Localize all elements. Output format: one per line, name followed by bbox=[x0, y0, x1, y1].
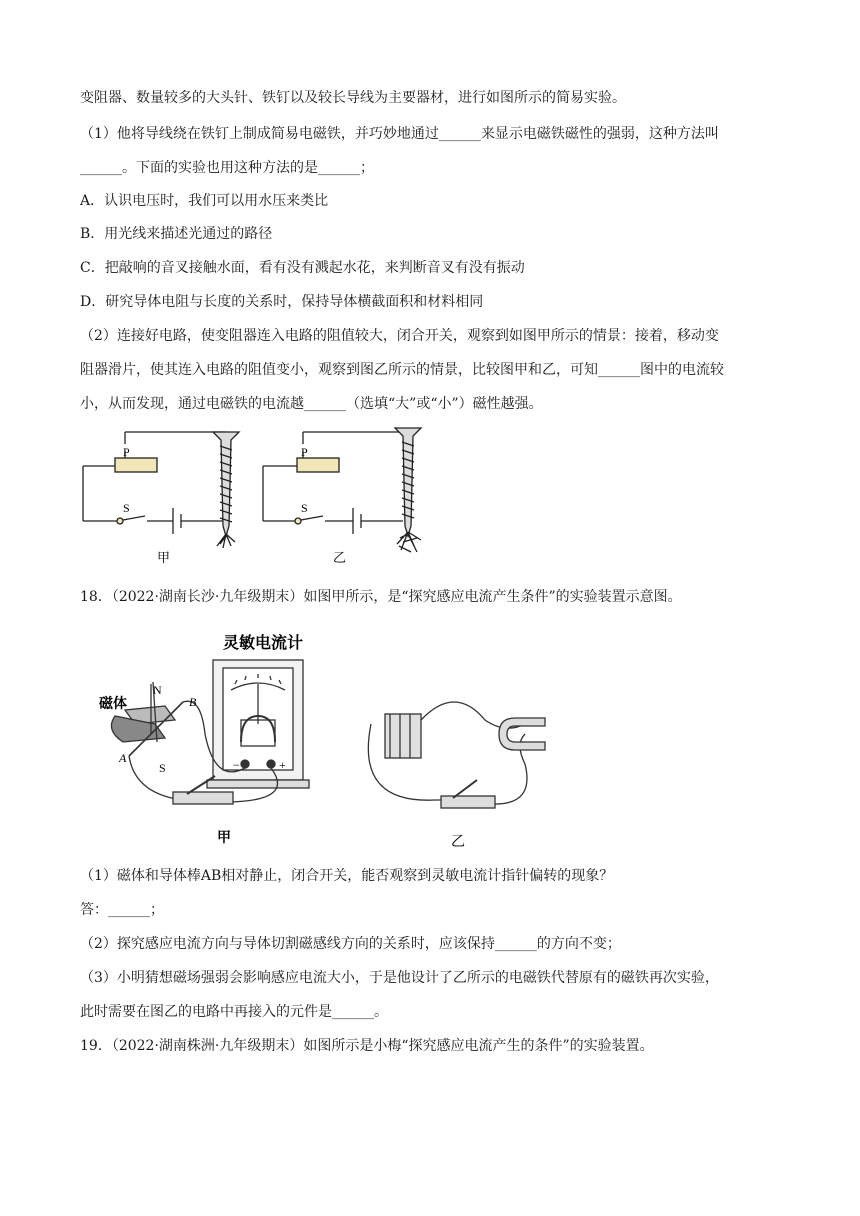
answer-line: 答：______； bbox=[80, 902, 164, 918]
text-line: 变阻器、数量较多的大头针、铁钉以及较长导线为主要器材，进行如图所示的简易实验。 bbox=[80, 90, 626, 106]
switch-s-label: S bbox=[123, 501, 130, 515]
electromagnet-figure bbox=[75, 426, 455, 566]
option-c: C．把敲响的音叉接触水面，看有没有溅起水花，来判断音叉有没有振动 bbox=[80, 260, 525, 276]
pole-n: N bbox=[153, 683, 162, 697]
text-line: （1）他将导线绕在铁钉上制成简易电磁铁，并巧妙地通过______来显示电磁铁磁性的强弱，这种方法叫 bbox=[80, 126, 719, 142]
switch-s-label: S bbox=[301, 501, 308, 515]
terminal-minus: − bbox=[233, 758, 240, 772]
question-19: 19．（2022·湖南株洲·九年级期末）如图所示是小梅“探究感应电流产生的条件”的实验装置。 bbox=[80, 1038, 654, 1054]
text-line: ______。下面的实验也用这种方法的是______； bbox=[80, 160, 374, 176]
caption-yi: 乙 bbox=[333, 550, 347, 565]
terminal-plus: + bbox=[279, 758, 286, 772]
slider-p-label: P bbox=[301, 445, 308, 459]
magnet-label: 磁体 bbox=[99, 696, 127, 712]
text-line: （2）探究感应电流方向与导体切割磁感线方向的关系时，应该保持______的方向不变； bbox=[80, 936, 621, 952]
question-18: 18．（2022·湖南长沙·九年级期末）如图甲所示，是“探究感应电流产生条件”的实验装置示意图。 bbox=[80, 589, 682, 605]
text-line: 小，从而发现，通过电磁铁的电流越______（选填“大”或“小”）磁性越强。 bbox=[80, 396, 543, 412]
option-a: A．认识电压时，我们可以用水压来类比 bbox=[80, 193, 329, 209]
text-line: （1）磁体和导体棒AB相对静止，闭合开关，能否观察到灵敏电流计指针偏转的现象？ bbox=[80, 868, 614, 884]
text-line: （3）小明猜想磁场强弱会影响感应电流大小，于是他设计了乙所示的电磁铁代替原有的磁铁再次实验， bbox=[80, 970, 719, 986]
option-b: B．用光线来描述光通过的路径 bbox=[80, 226, 273, 242]
caption-yi: 乙 bbox=[451, 834, 465, 850]
induction-figure bbox=[95, 624, 565, 854]
option-d: D．研究导体电阻与长度的关系时，保持导体横截面积和材料相同 bbox=[80, 294, 484, 310]
caption-jia: 甲 bbox=[157, 550, 171, 565]
rod-a: A bbox=[119, 751, 127, 765]
text-line: 阻器滑片，使其连入电路的阻值变小，观察到图乙所示的情景，比较图甲和乙，可知______图中的电流较 bbox=[80, 362, 724, 378]
pole-s: S bbox=[159, 761, 166, 775]
text-line: （2）连接好电路，使变阻器连入电路的阻值较大，闭合开关，观察到如图甲所示的情景：接着，移动变 bbox=[80, 328, 719, 344]
slider-p-label: P bbox=[123, 445, 130, 459]
rod-b: B bbox=[189, 695, 197, 709]
rheostat bbox=[115, 458, 157, 472]
galvanometer-title: 灵敏电流计 bbox=[223, 633, 304, 652]
text-line: 此时需要在图乙的电路中再接入的元件是______。 bbox=[80, 1004, 388, 1020]
caption-jia: 甲 bbox=[217, 830, 231, 846]
